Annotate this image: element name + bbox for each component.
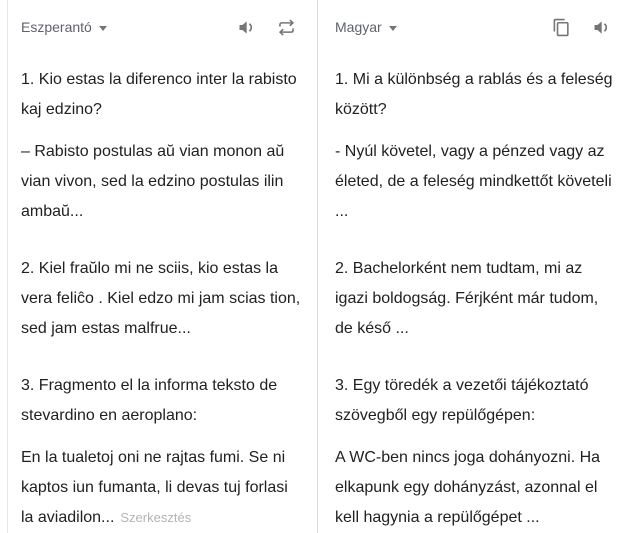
copy-translation-button[interactable] bbox=[550, 16, 572, 38]
copy-icon bbox=[552, 18, 571, 37]
translation-text-area bbox=[318, 42, 630, 533]
paragraph: – Rabisto postulas aŭ vian monon aŭ vian vivon, sed la edzino postulas ilin ambaŭ... bbox=[21, 143, 285, 220]
source-header bbox=[8, 0, 317, 42]
swap-arrows-icon bbox=[276, 17, 297, 38]
speaker-icon bbox=[591, 17, 612, 38]
speaker-icon bbox=[236, 17, 257, 38]
source-text-area[interactable] bbox=[8, 42, 317, 533]
listen-source-button[interactable] bbox=[235, 16, 257, 38]
target-language-selector[interactable] bbox=[335, 19, 397, 35]
paragraph: En la tualetoj oni ne rajtas fumi. Se ni kaptos iun fumanta, li devas tuj forlasi la aviadilon... Szerkesztés bbox=[21, 449, 288, 526]
paragraph: A WC-ben nincs joga dohányozni. Ha elkapunk egy dohányzást, azonnal el kell hagynia a repülőgépet ... bbox=[335, 449, 601, 526]
paragraph: 3. Egy töredék a vezetői tájékoztató szövegből egy repülőgépen: bbox=[335, 377, 589, 424]
translation-header bbox=[318, 0, 630, 42]
source-language-selector[interactable] bbox=[21, 19, 107, 35]
paragraph: 1. Kio estas la diferenco inter la rabisto kaj edzino? bbox=[21, 71, 297, 118]
caret-down-icon bbox=[99, 26, 107, 31]
source-header-icons bbox=[235, 16, 297, 38]
paragraph: 3. Fragmento el la informa teksto de stevardino en aeroplano: bbox=[21, 377, 278, 424]
edit-link[interactable]: Szerkesztés bbox=[120, 510, 192, 525]
paragraph: 2. Kiel fraŭlo mi ne sciis, kio estas la vera feliĉo . Kiel edzo mi jam scias tion, sed jam estas malfrue... bbox=[21, 260, 301, 337]
swap-languages-button[interactable] bbox=[275, 16, 297, 38]
caret-down-icon bbox=[389, 26, 397, 31]
paragraph: 2. Bachelorként nem tudtam, mi az igazi boldogság. Férjként már tudom, de késő ... bbox=[335, 260, 599, 337]
source-language-label: Eszperantó bbox=[21, 19, 92, 35]
paragraph: 1. Mi a különbség a rablás és a feleség között? bbox=[335, 71, 613, 118]
target-language-label: Magyar bbox=[335, 19, 382, 35]
listen-translation-button[interactable] bbox=[590, 16, 612, 38]
translation-panel bbox=[317, 0, 630, 533]
paragraph: - Nyúl követel, vagy a pénzed vagy az életed, de a feleség mindkettőt követeli ... bbox=[335, 143, 612, 220]
source-panel-inner bbox=[7, 0, 317, 533]
translation-header-icons bbox=[550, 16, 612, 38]
